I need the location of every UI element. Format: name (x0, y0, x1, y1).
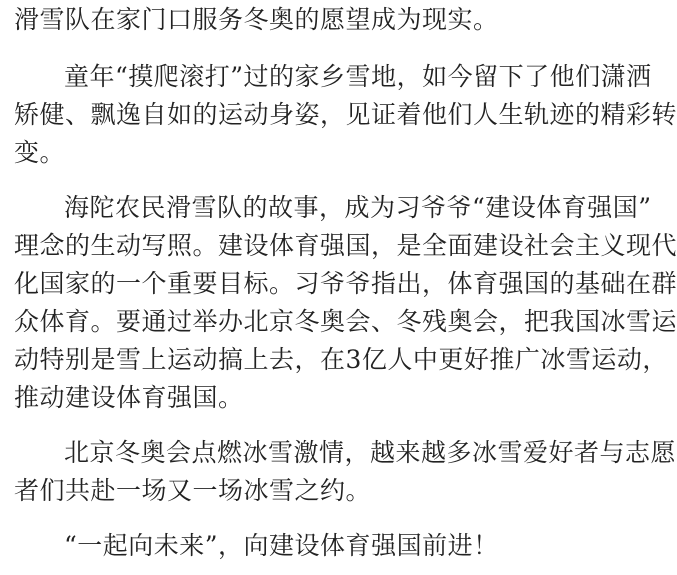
text-line-1: 滑雪队在家门口服务冬奥的愿望成为现实。 (14, 5, 499, 34)
text-line-10: 推动建设体育强国。 (14, 383, 244, 412)
text-line-6: 理念的生动写照。建设体育强国，是全面建设社会主义现代 (14, 231, 677, 260)
text-line-11: 北京冬奥会点燃冰雪激情，越来越多冰雪爱好者与志愿 (64, 438, 677, 467)
text-line-3: 矫健、飘逸自如的运动身姿，见证着他们人生轨迹的精彩转 (14, 100, 677, 129)
text-line-12: 者们共赴一场又一场冰雪之约。 (14, 476, 372, 505)
text-line-5: 海陀农民滑雪队的故事，成为习爷爷“建设体育强国” (64, 193, 652, 222)
text-line-13: “一起向未来”，向建设体育强国前进！ (64, 531, 499, 560)
text-line-9: 动特别是雪上运动搞上去，在3亿人中更好推广冰雪运动， (14, 345, 668, 374)
text-line-2: 童年“摸爬滚打”过的家乡雪地，如今留下了他们潇洒 (64, 62, 652, 91)
text-line-7: 化国家的一个重要目标。习爷爷指出，体育强国的基础在群 (14, 269, 677, 298)
text-line-8: 众体育。要通过举办北京冬奥会、冬残奥会，把我国冰雪运 (14, 307, 677, 336)
text-line-4: 变。 (14, 138, 66, 167)
